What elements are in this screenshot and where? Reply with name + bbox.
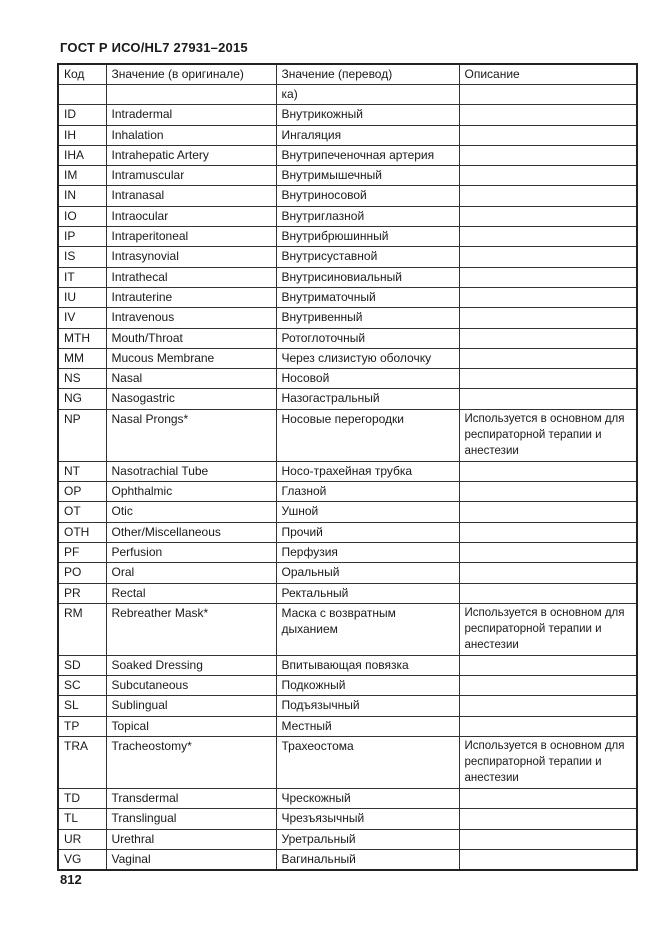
- table-row: [58, 655, 637, 675]
- table-row: [58, 369, 637, 389]
- cell-code: NP: [58, 409, 106, 461]
- table-row: [58, 563, 637, 583]
- table-row: [58, 227, 637, 247]
- cell-description: [459, 809, 637, 829]
- cell-description: [459, 267, 637, 287]
- table-row: [58, 186, 637, 206]
- cell-original: Intrauterine: [106, 287, 276, 307]
- cell-original: Nasotrachial Tube: [106, 461, 276, 481]
- cell-code: IS: [58, 247, 106, 267]
- cell-code: SD: [58, 655, 106, 675]
- cell-description: [459, 227, 637, 247]
- cell-description: [459, 655, 637, 675]
- cell-code: IV: [58, 308, 106, 328]
- cell-original: Intrasynovial: [106, 247, 276, 267]
- cell-description: [459, 789, 637, 809]
- cell-description: [459, 166, 637, 186]
- cell-code: TRA: [58, 737, 106, 789]
- cell-description: [459, 482, 637, 502]
- cell-description: Используется в основном для респираторной терапии и анестезии: [459, 603, 637, 655]
- cell-translation: Ротоглоточный: [276, 328, 459, 348]
- cell-original: Intraperitoneal: [106, 227, 276, 247]
- cell-original: Sublingual: [106, 696, 276, 716]
- cell-translation: Маска с возвратным дыханием: [276, 603, 459, 655]
- cell-original: Subcutaneous: [106, 676, 276, 696]
- cell-original: Nasal: [106, 369, 276, 389]
- cell-translation: Назогастральный: [276, 389, 459, 409]
- cell-description: [459, 125, 637, 145]
- table-row: [58, 696, 637, 716]
- cell-code: OTH: [58, 522, 106, 542]
- cell-original: Perfusion: [106, 542, 276, 562]
- cell-translation: Внутрикожный: [276, 105, 459, 125]
- cell-translation: Ушной: [276, 502, 459, 522]
- cell-translation: Уретральный: [276, 829, 459, 849]
- table-row: [58, 603, 637, 655]
- cell-original: Soaked Dressing: [106, 655, 276, 675]
- cell-code: IP: [58, 227, 106, 247]
- cell-original: Other/Miscellaneous: [106, 522, 276, 542]
- column-header-translation: Значение (перевод): [276, 64, 459, 85]
- cell-description: [459, 328, 637, 348]
- cell-original: Nasogastric: [106, 389, 276, 409]
- cell-translation: Внутрипеченочная артерия: [276, 145, 459, 165]
- cell-translation: Чрескожный: [276, 789, 459, 809]
- cell-code: TL: [58, 809, 106, 829]
- table-row: [58, 522, 637, 542]
- cell-original: Intrahepatic Artery: [106, 145, 276, 165]
- cell-original: Rebreather Mask*: [106, 603, 276, 655]
- cell-code: TP: [58, 716, 106, 736]
- table-row: [58, 267, 637, 287]
- cell-translation: Глазной: [276, 482, 459, 502]
- cell-code: IH: [58, 125, 106, 145]
- cell-translation: Трахеостома: [276, 737, 459, 789]
- cell-translation: Внутривенный: [276, 308, 459, 328]
- table-row: [58, 676, 637, 696]
- cell-translation: Подкожный: [276, 676, 459, 696]
- cell-description: [459, 563, 637, 583]
- cell-translation: Оральный: [276, 563, 459, 583]
- cell-code: UR: [58, 829, 106, 849]
- cell-translation: Внутрибрюшинный: [276, 227, 459, 247]
- cell-original: Intravenous: [106, 308, 276, 328]
- cell-translation: Внутримышечный: [276, 166, 459, 186]
- cell-original: Urethral: [106, 829, 276, 849]
- table-row: [58, 849, 637, 870]
- table-row: [58, 328, 637, 348]
- cell-translation: Внутрисиновиальный: [276, 267, 459, 287]
- table-row: [58, 482, 637, 502]
- cell-original: Intrathecal: [106, 267, 276, 287]
- table-row: [58, 502, 637, 522]
- cell-code: IM: [58, 166, 106, 186]
- cell-original: Transdermal: [106, 789, 276, 809]
- cell-description: [459, 849, 637, 870]
- cell-original: Oral: [106, 563, 276, 583]
- cell-code: TD: [58, 789, 106, 809]
- cell-original: Nasal Prongs*: [106, 409, 276, 461]
- cell-translation: Впитывающая повязка: [276, 655, 459, 675]
- cell-original: Ophthalmic: [106, 482, 276, 502]
- table-row: [58, 308, 637, 328]
- cell-description: [459, 308, 637, 328]
- table-row: [58, 287, 637, 307]
- cell-translation: Местный: [276, 716, 459, 736]
- cell-translation: Носовые перегородки: [276, 409, 459, 461]
- document-header: ГОСТ Р ИСО/HL7 27931–2015: [60, 40, 248, 55]
- cell-original: Tracheostomy*: [106, 737, 276, 789]
- table-row: [58, 809, 637, 829]
- continuation-row: [58, 85, 637, 105]
- cell-code: OP: [58, 482, 106, 502]
- table-row: [58, 125, 637, 145]
- cell-description: [459, 583, 637, 603]
- cell-code: MTH: [58, 328, 106, 348]
- table-row: [58, 542, 637, 562]
- cell-code: IU: [58, 287, 106, 307]
- cell-original: Mouth/Throat: [106, 328, 276, 348]
- table-row: [58, 716, 637, 736]
- cell-code: NT: [58, 461, 106, 481]
- table-header-row: [58, 64, 637, 85]
- cell-description: [459, 206, 637, 226]
- cell-description: Используется в основном для респираторной терапии и анестезии: [459, 409, 637, 461]
- cell-original: Translingual: [106, 809, 276, 829]
- cell-translation: Прочий: [276, 522, 459, 542]
- cell-code: PR: [58, 583, 106, 603]
- column-header-description: Описание: [459, 64, 637, 85]
- cell-original: Intradermal: [106, 105, 276, 125]
- cell-translation: Ректальный: [276, 583, 459, 603]
- cell-description: [459, 85, 637, 105]
- table-row: [58, 348, 637, 368]
- cell-translation: Носо-трахейная трубка: [276, 461, 459, 481]
- cell-original: Intranasal: [106, 186, 276, 206]
- table-row: [58, 206, 637, 226]
- cell-code: [58, 85, 106, 105]
- cell-translation: Подъязычный: [276, 696, 459, 716]
- table-row: [58, 583, 637, 603]
- cell-translation: Внутриглазной: [276, 206, 459, 226]
- cell-description: [459, 105, 637, 125]
- cell-code: ID: [58, 105, 106, 125]
- cell-original: Mucous Membrane: [106, 348, 276, 368]
- cell-description: [459, 716, 637, 736]
- cell-code: NS: [58, 369, 106, 389]
- page-number: 812: [60, 872, 82, 887]
- cell-original: [106, 85, 276, 105]
- cell-translation: Внутриносовой: [276, 186, 459, 206]
- cell-description: [459, 145, 637, 165]
- cell-original: Inhalation: [106, 125, 276, 145]
- cell-description: [459, 287, 637, 307]
- table-row: [58, 389, 637, 409]
- cell-description: [459, 461, 637, 481]
- table-row: [58, 166, 637, 186]
- cell-code: RM: [58, 603, 106, 655]
- cell-translation: Через слизистую оболочку: [276, 348, 459, 368]
- cell-code: IN: [58, 186, 106, 206]
- cell-translation: Носовой: [276, 369, 459, 389]
- table-row: [58, 789, 637, 809]
- cell-translation: ка): [276, 85, 459, 105]
- cell-code: IHA: [58, 145, 106, 165]
- cell-translation: Перфузия: [276, 542, 459, 562]
- cell-code: IT: [58, 267, 106, 287]
- cell-original: Otic: [106, 502, 276, 522]
- cell-original: Rectal: [106, 583, 276, 603]
- cell-description: [459, 542, 637, 562]
- cell-original: Vaginal: [106, 849, 276, 870]
- cell-description: [459, 186, 637, 206]
- table-row: [58, 247, 637, 267]
- column-header-original: Значение (в оригинале): [106, 64, 276, 85]
- table-row: [58, 145, 637, 165]
- cell-original: Intramuscular: [106, 166, 276, 186]
- cell-code: IO: [58, 206, 106, 226]
- table-row: [58, 829, 637, 849]
- cell-description: [459, 502, 637, 522]
- route-codes-table: [57, 63, 638, 871]
- cell-code: PF: [58, 542, 106, 562]
- cell-description: [459, 522, 637, 542]
- column-header-code: Код: [58, 64, 106, 85]
- cell-code: OT: [58, 502, 106, 522]
- cell-code: NG: [58, 389, 106, 409]
- cell-translation: Внутриматочный: [276, 287, 459, 307]
- table-row: [58, 737, 637, 789]
- cell-description: [459, 676, 637, 696]
- cell-description: [459, 829, 637, 849]
- cell-code: VG: [58, 849, 106, 870]
- cell-code: PO: [58, 563, 106, 583]
- cell-description: [459, 369, 637, 389]
- cell-translation: Внутрисуставной: [276, 247, 459, 267]
- cell-code: MM: [58, 348, 106, 368]
- cell-description: [459, 696, 637, 716]
- table-row: [58, 105, 637, 125]
- cell-description: [459, 348, 637, 368]
- cell-code: SC: [58, 676, 106, 696]
- cell-code: SL: [58, 696, 106, 716]
- table-row: [58, 461, 637, 481]
- cell-description: [459, 247, 637, 267]
- cell-translation: Ингаляция: [276, 125, 459, 145]
- cell-description: Используется в основном для респираторной терапии и анестезии: [459, 737, 637, 789]
- cell-original: Topical: [106, 716, 276, 736]
- table-row: [58, 409, 637, 461]
- cell-translation: Чрезъязычный: [276, 809, 459, 829]
- cell-description: [459, 389, 637, 409]
- cell-translation: Вагинальный: [276, 849, 459, 870]
- cell-original: Intraocular: [106, 206, 276, 226]
